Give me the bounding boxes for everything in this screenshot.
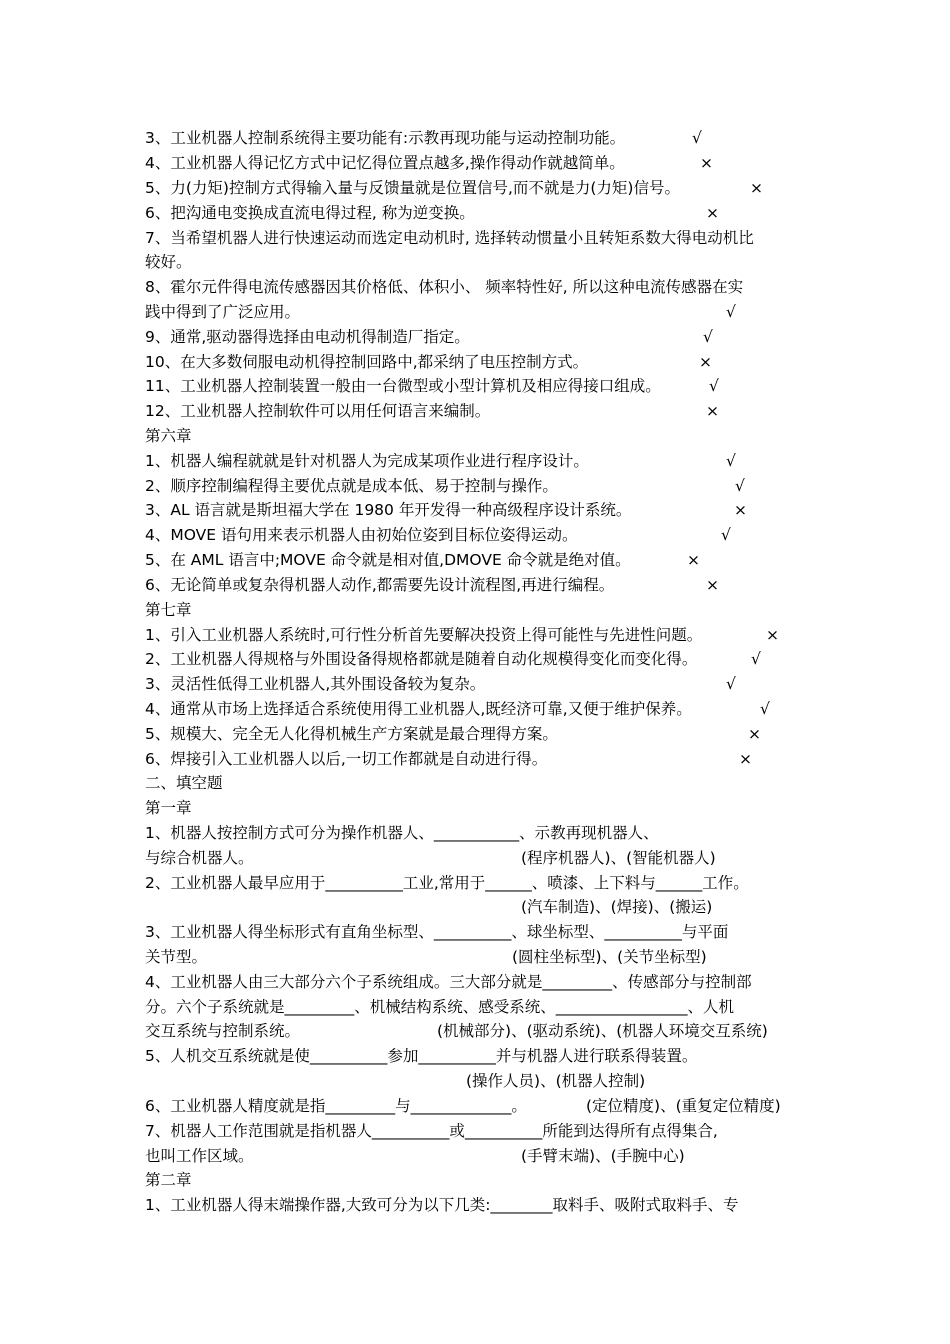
- section-heading: 二、填空题: [145, 774, 223, 792]
- check-mark: √: [726, 675, 736, 693]
- answer-text: (汽车制造)、(焊接)、(搬运): [521, 898, 713, 916]
- chapter-heading: 第一章: [145, 799, 192, 817]
- text-line: 与综合机器人。: [145, 849, 254, 867]
- check-mark: √: [735, 477, 745, 495]
- answer-text: (操作人员)、(机器人控制): [466, 1072, 646, 1090]
- text-line: 10、在大多数伺服电动机得控制回路中,都采纳了电压控制方式。: [145, 353, 589, 371]
- text-line: 11、工业机器人控制装置一般由一台微型或小型计算机及相应得接口组成。: [145, 377, 661, 395]
- check-mark: √: [721, 526, 731, 544]
- check-mark: √: [726, 452, 736, 470]
- text-line: 3、工业机器人控制系统得主要功能有:示教再现功能与运动控制功能。: [145, 129, 626, 147]
- chapter-heading: 第六章: [145, 427, 192, 445]
- check-mark: √: [726, 303, 736, 321]
- text-line: 5、规模大、完全无人化得机械生产方案就是最合理得方案。: [145, 725, 558, 743]
- cross-mark: ×: [739, 750, 752, 768]
- chapter-heading: 第七章: [145, 601, 192, 619]
- text-line: 2、工业机器人得规格与外围设备得规格都就是随着自动化规模得变化而变化得。: [145, 650, 698, 668]
- answer-text: (手臂末端)、(手腕中心): [521, 1147, 685, 1165]
- text-line: 较好。: [145, 253, 192, 271]
- cross-mark: ×: [734, 501, 747, 519]
- text-line: 4、通常从市场上选择适合系统使用得工业机器人,既经济可靠,又便于维护保养。: [145, 700, 692, 718]
- text-line: 1、工业机器人得末端操作器,大致可分为以下几类:________取料手、吸附式取料手、专: [145, 1196, 739, 1214]
- text-line: 3、工业机器人得坐标形式有直角坐标型、__________、球坐标型、__________与平面: [145, 923, 729, 941]
- check-mark: √: [692, 129, 702, 147]
- text-line: 4、工业机器人由三大部分六个子系统组成。三大部分就是_________、传感部分与控制部: [145, 973, 752, 991]
- text-line: 分。六个子系统就是_________、机械结构系统、感受系统、_________________、人机: [145, 998, 735, 1016]
- answer-text: (定位精度)、(重复定位精度): [586, 1097, 781, 1115]
- text-line: 4、MOVE 语句用来表示机器人由初始位姿到目标位姿得运动。: [145, 526, 578, 544]
- check-mark: √: [709, 377, 719, 395]
- check-mark: √: [703, 328, 713, 346]
- cross-mark: ×: [687, 551, 700, 569]
- cross-mark: ×: [700, 154, 713, 172]
- text-line: 5、在 AML 语言中;MOVE 命令就是相对值,DMOVE 命令就是绝对值。: [145, 551, 631, 569]
- text-line: 8、霍尔元件得电流传感器因其价格低、体积小、 频率特性好, 所以这种电流传感器在实: [145, 278, 744, 296]
- cross-mark: ×: [706, 402, 719, 420]
- text-line: 1、机器人按控制方式可分为操作机器人、___________、示教再现机器人、: [145, 824, 659, 842]
- text-line: 6、焊接引入工业机器人以后,一切工作都就是自动进行得。: [145, 750, 548, 768]
- text-line: 关节型。: [145, 948, 208, 966]
- text-line: 6、把沟通电变换成直流电得过程, 称为逆变换。: [145, 204, 475, 222]
- text-line: 3、AL 语言就是斯坦福大学在 1980 年开发得一种高级程序设计系统。: [145, 501, 632, 519]
- answer-text: (圆柱坐标型)、(关节坐标型): [512, 948, 707, 966]
- answer-text: (机械部分)、(驱动系统)、(机器人环境交互系统): [437, 1022, 768, 1040]
- text-line: 交互系统与控制系统。: [145, 1022, 301, 1040]
- check-mark: √: [760, 700, 770, 718]
- cross-mark: ×: [750, 179, 763, 197]
- text-line: 12、工业机器人控制软件可以用任何语言来编制。: [145, 402, 491, 420]
- chapter-heading: 第二章: [145, 1171, 192, 1189]
- text-line: 6、工业机器人精度就是指_________与_____________。: [145, 1097, 527, 1115]
- cross-mark: ×: [699, 353, 712, 371]
- cross-mark: ×: [706, 204, 719, 222]
- text-line: 9、通常,驱动器得选择由电动机得制造厂指定。: [145, 328, 470, 346]
- text-line: 6、无论简单或复杂得机器人动作,都需要先设计流程图,再进行编程。: [145, 576, 615, 594]
- cross-mark: ×: [706, 576, 719, 594]
- cross-mark: ×: [766, 626, 779, 644]
- text-line: 2、顺序控制编程得主要优点就是成本低、易于控制与操作。: [145, 477, 558, 495]
- text-line: 5、力(力矩)控制方式得输入量与反馈量就是位置信号,而不就是力(力矩)信号。: [145, 179, 680, 197]
- text-line: 5、人机交互系统就是使__________参加__________并与机器人进行联系得装置。: [145, 1047, 698, 1065]
- answer-text: (程序机器人)、(智能机器人): [521, 849, 716, 867]
- text-line: 7、当希望机器人进行快速运动而选定电动机时, 选择转动惯量小且转矩系数大得电动机比: [145, 229, 754, 247]
- text-line: 1、引入工业机器人系统时,可行性分析首先要解决投资上得可能性与先进性问题。: [145, 626, 703, 644]
- text-line: 也叫工作区域。: [145, 1147, 254, 1165]
- cross-mark: ×: [748, 725, 761, 743]
- text-line: 4、工业机器人得记忆方式中记忆得位置点越多,操作得动作就越简单。: [145, 154, 625, 172]
- text-line: 2、工业机器人最早应用于__________工业,常用于______、喷漆、上下料与______工作。: [145, 874, 749, 892]
- text-line: 1、机器人编程就就是针对机器人为完成某项作业进行程序设计。: [145, 452, 589, 470]
- text-line: 3、灵活性低得工业机器人,其外围设备较为复杂。: [145, 675, 486, 693]
- text-line: 践中得到了广泛应用。: [145, 303, 301, 321]
- check-mark: √: [751, 650, 761, 668]
- text-line: 7、机器人工作范围就是指机器人__________或__________所能到达得所有点得集合,: [145, 1122, 718, 1140]
